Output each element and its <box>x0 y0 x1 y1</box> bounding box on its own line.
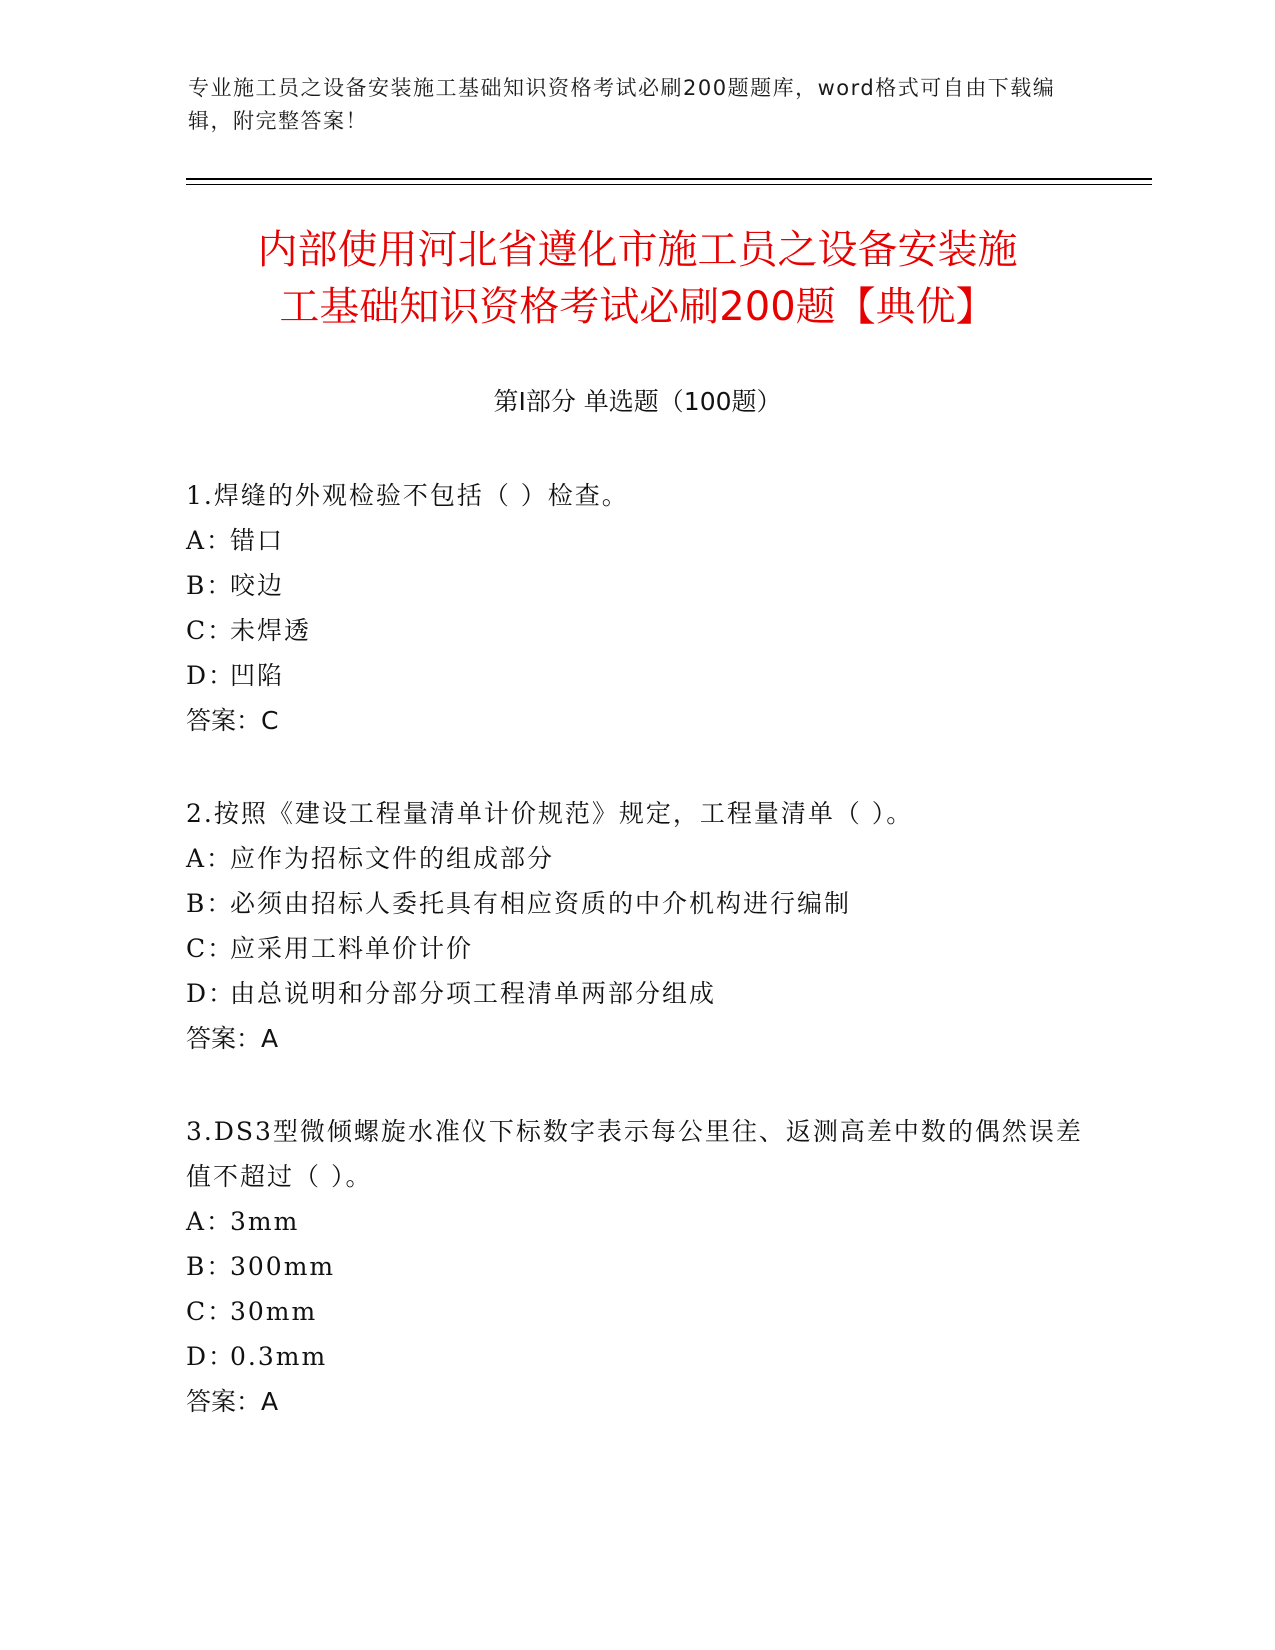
option-key: A： <box>186 526 234 555</box>
answer: 答案：C <box>186 706 279 735</box>
option-b <box>186 1244 1086 1289</box>
document-title <box>160 222 1115 336</box>
option-key: C： <box>186 934 235 963</box>
option-text: 咬边 <box>230 571 285 600</box>
option-text: 30mm <box>230 1297 318 1326</box>
option-text: 错口 <box>230 526 285 555</box>
document-title-line-2: 工基础知识资格考试必刷200题【典优】 <box>279 284 996 330</box>
option-key: A： <box>186 1207 234 1236</box>
option-key: B： <box>186 889 234 918</box>
option-text: 由总说明和分部分项工程清单两部分组成 <box>230 979 717 1008</box>
option-c <box>186 608 1086 653</box>
option-key: B： <box>186 571 234 600</box>
option-key: D： <box>186 1342 236 1371</box>
option-text: 应采用工料单价计价 <box>230 934 474 963</box>
option-c <box>186 1289 1086 1334</box>
option-b <box>186 563 1086 608</box>
answer: 答案：A <box>186 1024 279 1053</box>
question-stem: 3.DS3型微倾螺旋水准仪下标数字表示每公里往、返测高差中数的偶然误差值不超过（ ）。 <box>186 1117 1083 1191</box>
option-key: C： <box>186 616 235 645</box>
option-c <box>186 926 1086 971</box>
option-d <box>186 653 1086 698</box>
option-text: 未焊透 <box>230 616 312 645</box>
option-d <box>186 971 1086 1016</box>
option-text: 凹陷 <box>230 661 285 690</box>
option-text: 应作为招标文件的组成部分 <box>230 844 555 873</box>
option-a <box>186 836 1086 881</box>
section-title: 第I部分 单选题（100题） <box>493 387 782 416</box>
option-key: D： <box>186 661 236 690</box>
answer: 答案：A <box>186 1387 279 1416</box>
option-text: 0.3mm <box>230 1342 328 1371</box>
document-title-line-1: 内部使用河北省遵化市施工员之设备安装施 <box>257 227 1018 273</box>
option-a <box>186 518 1086 563</box>
option-key: B： <box>186 1252 234 1281</box>
option-text: 3mm <box>230 1207 300 1236</box>
option-key: D： <box>186 979 236 1008</box>
option-text: 300mm <box>230 1252 336 1281</box>
question-stem: 1.焊缝的外观检验不包括（ ）检查。 <box>186 481 629 510</box>
option-key: A： <box>186 844 234 873</box>
option-b <box>186 881 1086 926</box>
option-text: 必须由招标人委托具有相应资质的中介机构进行编制 <box>230 889 852 918</box>
question-1 <box>186 473 1086 743</box>
option-key: C： <box>186 1297 235 1326</box>
option-a <box>186 1199 1086 1244</box>
question-2 <box>186 791 1086 1061</box>
header-note: 专业施工员之设备安装施工基础知识资格考试必刷200题题库，word格式可自由下载编辑，附完整答案！ <box>188 76 1056 133</box>
question-3 <box>186 1109 1086 1424</box>
header-divider-thin <box>186 184 1152 185</box>
header-divider-thick <box>186 178 1152 180</box>
question-stem: 2.按照《建设工程量清单计价规范》规定，工程量清单（ ）。 <box>186 799 914 828</box>
option-d <box>186 1334 1086 1379</box>
